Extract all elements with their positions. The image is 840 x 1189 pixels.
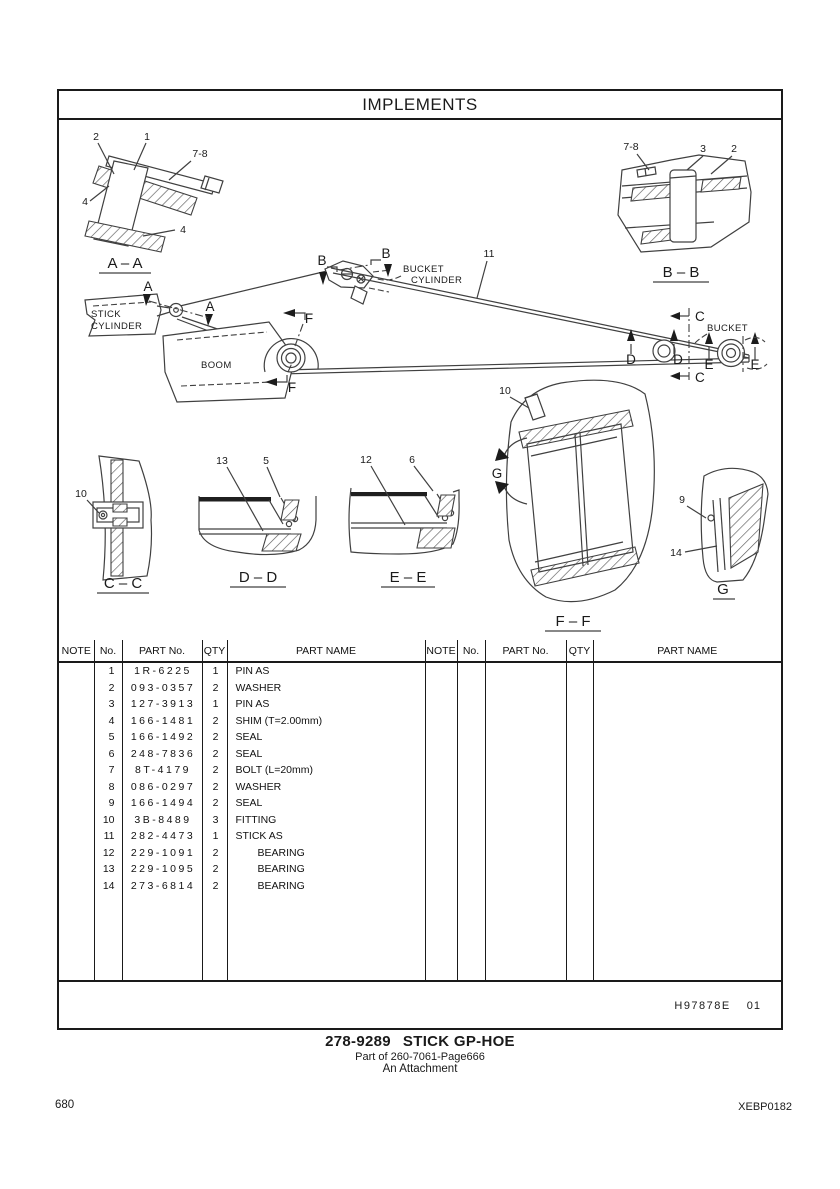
callout: 4 xyxy=(82,196,88,208)
view-letter-a: A xyxy=(143,279,153,294)
header-note: NOTE xyxy=(425,640,457,662)
cell-part-no: 273-6814 xyxy=(122,878,202,895)
cell-part-name: WASHER xyxy=(227,779,425,796)
cell-no: 7 xyxy=(94,762,122,779)
cell-part-no: 3B-8489 xyxy=(122,812,202,829)
cell-no: 3 xyxy=(94,696,122,713)
header-qty: QTY xyxy=(566,640,593,662)
section-title-cc: C – C xyxy=(103,575,143,592)
cell-part-name: SEAL xyxy=(227,746,425,763)
cell-qty: 1 xyxy=(202,662,227,680)
cell-no: 13 xyxy=(94,861,122,878)
cell-part-no: 166-1492 xyxy=(122,729,202,746)
view-letter-f: F xyxy=(304,311,314,326)
cell-part-name: BEARING xyxy=(227,861,425,878)
callout: 7-8 xyxy=(623,141,639,153)
cell-no: 6 xyxy=(94,746,122,763)
cell-no: 8 xyxy=(94,779,122,796)
parts-table-area xyxy=(59,640,781,1028)
cell-part-no: 282-4473 xyxy=(122,828,202,845)
callout: 12 xyxy=(360,454,372,466)
cell-part-name: SHIM (T=2.00mm) xyxy=(227,713,425,730)
view-letter-d: D xyxy=(626,352,636,367)
cell-note xyxy=(59,845,94,862)
part-row xyxy=(59,662,781,680)
cell-no: 12 xyxy=(94,845,122,862)
cell-note xyxy=(59,878,94,895)
cell-no: 5 xyxy=(94,729,122,746)
label-bucket: BUCKET xyxy=(707,323,748,334)
callout: 10 xyxy=(499,385,511,397)
part-row xyxy=(59,713,781,730)
cell-part-name: BEARING xyxy=(227,878,425,895)
part-row xyxy=(59,812,781,829)
callout: 4 xyxy=(180,224,186,236)
cell-qty: 3 xyxy=(202,812,227,829)
header-qty: QTY xyxy=(202,640,227,662)
cell-qty: 2 xyxy=(202,795,227,812)
cell-part-name: SEAL xyxy=(227,795,425,812)
view-letter-a: A xyxy=(205,299,215,314)
cell-part-no: 8T-4179 xyxy=(122,762,202,779)
cell-part-name: STICK AS xyxy=(227,828,425,845)
label-bucket-cylinder: CYLINDER xyxy=(411,275,463,286)
cell-no: 11 xyxy=(94,828,122,845)
detail-g-drawing xyxy=(670,468,768,599)
cell-note xyxy=(59,746,94,763)
cell-part-no: 166-1481 xyxy=(122,713,202,730)
header-no: No. xyxy=(94,640,122,662)
cell-qty: 2 xyxy=(202,779,227,796)
cell-part-name: FITTING xyxy=(227,812,425,829)
page-frame xyxy=(57,89,783,1030)
part-name: STICK GP-HOE xyxy=(402,1033,515,1050)
view-letter-c: C xyxy=(695,309,705,324)
cell-qty: 1 xyxy=(202,696,227,713)
section-title-bb: B – B xyxy=(662,264,700,281)
callout: 7-8 xyxy=(192,148,208,160)
cell-part-no: 093-0357 xyxy=(122,680,202,697)
cell-note xyxy=(59,861,94,878)
cell-part-name: PIN AS xyxy=(227,662,425,680)
part-row xyxy=(59,878,781,895)
cell-part-name: SEAL xyxy=(227,729,425,746)
section-title-dd: D – D xyxy=(238,569,278,586)
part-row xyxy=(59,762,781,779)
callout: 9 xyxy=(679,494,685,506)
view-letter-b: B xyxy=(381,246,391,261)
cell-part-no: 127-3913 xyxy=(122,696,202,713)
part-number: 278-9289 xyxy=(325,1033,391,1050)
cell-part-no: 229-1095 xyxy=(122,861,202,878)
cell-note xyxy=(59,779,94,796)
label-bucket-cylinder: BUCKET xyxy=(403,264,444,275)
cell-qty: 1 xyxy=(202,828,227,845)
part-row xyxy=(59,680,781,697)
section-bb-drawing xyxy=(618,141,751,282)
page-number: 680 xyxy=(55,1099,75,1111)
cell-qty: 2 xyxy=(202,729,227,746)
table-filler-row xyxy=(59,894,781,980)
section-cc-drawing xyxy=(75,456,151,593)
view-letter-e: E xyxy=(704,357,714,372)
cell-note xyxy=(59,696,94,713)
part-row xyxy=(59,861,781,878)
drawing-revision: 01 xyxy=(746,1000,761,1012)
cell-part-name: BOLT (L=20mm) xyxy=(227,762,425,779)
cell-part-no: 248-7836 xyxy=(122,746,202,763)
cell-part-no: 166-1494 xyxy=(122,795,202,812)
parts-table xyxy=(59,640,781,980)
table-header-row xyxy=(59,640,781,662)
cell-note xyxy=(59,812,94,829)
section-title-ee: E – E xyxy=(389,569,427,586)
cell-no: 10 xyxy=(94,812,122,829)
label-boom: BOOM xyxy=(201,360,232,371)
cell-qty: 2 xyxy=(202,845,227,862)
cell-no: 2 xyxy=(94,680,122,697)
section-title-ff: F – F xyxy=(555,613,591,630)
label-stick: STICK xyxy=(91,309,121,320)
section-ee-drawing xyxy=(349,454,459,587)
callout: 6 xyxy=(409,454,415,466)
cell-note xyxy=(59,713,94,730)
part-title xyxy=(57,1033,783,1050)
view-letter-d: D xyxy=(673,352,683,367)
form-number: XEBP0182 xyxy=(738,1101,792,1113)
view-letter-f: F xyxy=(287,380,297,395)
cell-no: 14 xyxy=(94,878,122,895)
section-title-g: G xyxy=(717,581,729,598)
cell-part-no: 1R-6225 xyxy=(122,662,202,680)
cell-qty: 2 xyxy=(202,680,227,697)
header-note: NOTE xyxy=(59,640,94,662)
header-part-name: PART NAME xyxy=(227,640,425,662)
attachment-line: An Attachment xyxy=(382,1063,458,1075)
drawing-code: H97878E xyxy=(674,1000,731,1012)
section-aa-drawing xyxy=(82,131,223,273)
drawing-number xyxy=(674,1000,761,1012)
cell-qty: 2 xyxy=(202,762,227,779)
cell-note xyxy=(59,762,94,779)
cell-no: 4 xyxy=(94,713,122,730)
callout: 14 xyxy=(670,547,682,559)
section-dd-drawing xyxy=(199,455,316,587)
cell-no: 9 xyxy=(94,795,122,812)
header-part-name: PART NAME xyxy=(593,640,781,662)
callout: 5 xyxy=(263,455,269,467)
callout: 3 xyxy=(700,143,706,155)
cell-note xyxy=(59,795,94,812)
view-letter-b: B xyxy=(317,253,327,268)
header-no: No. xyxy=(457,640,485,662)
callout: 11 xyxy=(483,248,495,260)
part-row xyxy=(59,845,781,862)
page-title: IMPLEMENTS xyxy=(59,91,781,120)
part-row xyxy=(59,746,781,763)
cell-part-no: 086-0297 xyxy=(122,779,202,796)
section-title-aa: A – A xyxy=(107,255,143,272)
cell-part-no: 229-1091 xyxy=(122,845,202,862)
cell-qty: 2 xyxy=(202,746,227,763)
drawing-number-strip xyxy=(59,980,781,1028)
label-cylinder: CYLINDER xyxy=(91,321,143,332)
callout: 2 xyxy=(731,143,737,155)
callout: 2 xyxy=(93,131,99,143)
callout: 1 xyxy=(144,131,150,143)
view-letter-c: C xyxy=(695,370,705,385)
part-row xyxy=(59,828,781,845)
callout: 13 xyxy=(216,455,228,467)
cell-note xyxy=(59,828,94,845)
cell-note xyxy=(59,680,94,697)
header-part-no: PART No. xyxy=(485,640,566,662)
cell-part-name: BEARING xyxy=(227,845,425,862)
parts-diagram xyxy=(59,120,781,640)
view-letter-g: G xyxy=(491,466,503,481)
title-block xyxy=(57,1033,783,1075)
cell-qty: 2 xyxy=(202,713,227,730)
cell-note xyxy=(59,729,94,746)
cell-note xyxy=(59,662,94,680)
part-row xyxy=(59,779,781,796)
section-ff-drawing xyxy=(492,380,655,631)
cell-qty: 2 xyxy=(202,861,227,878)
part-row xyxy=(59,795,781,812)
part-of-line: Part of 260-7061-Page666 xyxy=(355,1051,485,1063)
header-part-no: PART No. xyxy=(122,640,202,662)
part-row xyxy=(59,729,781,746)
cell-no: 1 xyxy=(94,662,122,680)
cell-part-name: PIN AS xyxy=(227,696,425,713)
cell-part-name: WASHER xyxy=(227,680,425,697)
callout: 10 xyxy=(75,488,87,500)
part-row xyxy=(59,696,781,713)
cell-qty: 2 xyxy=(202,878,227,895)
view-letter-e: E xyxy=(750,357,760,372)
